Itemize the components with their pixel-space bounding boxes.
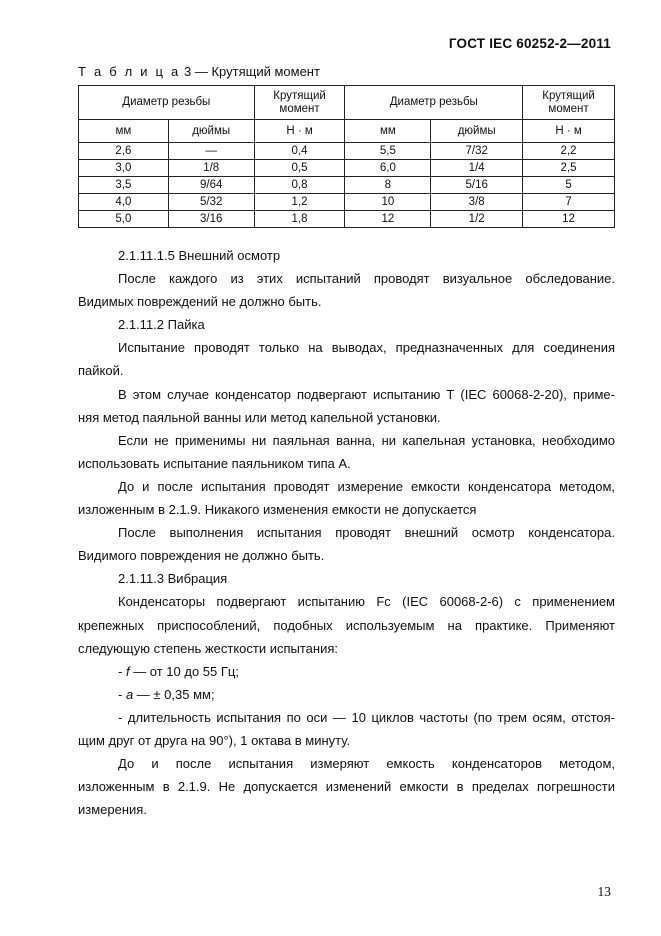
list-text: — ± 0,35 мм; — [133, 686, 215, 702]
header-torque-left: Крутящий момент — [254, 86, 345, 120]
paragraph-line: изложенным в 2.1.9. Никакого изменения емкости не допускается — [78, 502, 477, 518]
table-row — [79, 143, 615, 160]
table-cell: 5/16 — [431, 177, 523, 194]
paragraph-line: крепежных приспособлений, подобных используемым на практике. Применяют — [78, 617, 615, 633]
unit-inches-left: дюймы — [168, 120, 254, 143]
table-row — [79, 177, 615, 194]
list-bullet: - — [118, 663, 126, 679]
table-row — [79, 194, 615, 211]
amplitude-symbol: a — [125, 686, 134, 702]
paragraph-line: щим друг от друга на 90°), 1 октава в минуту. — [78, 732, 351, 748]
document-body — [78, 244, 615, 821]
table-cell: 10 — [345, 194, 431, 211]
table-cell: 9/64 — [168, 177, 254, 194]
table-caption-prefix: Т а б л и ц а — [78, 64, 181, 79]
unit-mm-right: мм — [345, 120, 431, 143]
table-cell: 7/32 — [431, 143, 523, 160]
paragraph-line: После выполнения испытания проводят внешний осмотр конденсатора. — [118, 525, 615, 541]
list-item-amplitude — [78, 683, 615, 706]
list-text: — от 10 до 55 Гц; — [129, 663, 239, 679]
table-cell: 0,8 — [254, 177, 345, 194]
section-heading: 2.1.11.1.5 Внешний осмотр — [118, 248, 281, 263]
paragraph-line: До и после испытания измеряют емкость конденсаторов методом, — [118, 756, 615, 772]
paragraph-line: следующую степень жесткости испытания: — [78, 640, 338, 656]
table-cell: 4,0 — [79, 194, 169, 211]
header-torque-right: Крутящий момент — [523, 86, 615, 120]
table-cell: 12 — [345, 211, 431, 228]
paragraph-line: измерения. — [78, 802, 147, 818]
paragraph-line: использовать испытание паяльником типа А. — [78, 455, 351, 471]
table-cell: 2,6 — [79, 143, 169, 160]
page-number: 13 — [597, 884, 611, 899]
paragraph-line: В этом случае конденсатор подвергают испытанию Т (IEC 60068-2-20), приме- — [118, 386, 615, 402]
table-cell: 2,5 — [523, 160, 615, 177]
list-item-frequency — [78, 660, 615, 683]
table-units-row — [79, 120, 615, 143]
paragraph-line: Конденсаторы подвергают испытанию Fc (IEC 60068-2-6) с применением — [118, 594, 615, 610]
table-cell: 1/8 — [168, 160, 254, 177]
table-caption-title: 3 — Крутящий момент — [180, 64, 320, 79]
table-cell: 0,4 — [254, 143, 345, 160]
section-heading: 2.1.11.3 Вибрация — [118, 571, 228, 587]
table-cell: 5,5 — [345, 143, 431, 160]
unit-nm-right: Н · м — [523, 120, 615, 143]
table-cell: 1,2 — [254, 194, 345, 211]
section-heading: 2.1.11.2 Пайка — [118, 317, 205, 333]
table-cell: 7 — [523, 194, 615, 211]
table-cell: 8 — [345, 177, 431, 194]
table-cell: 3/8 — [431, 194, 523, 211]
unit-mm-left: мм — [79, 120, 169, 143]
table-cell: — — [168, 143, 254, 160]
paragraph-line: изложенным в 2.1.9. Не допускается изменений емкости в пределах погрешности — [78, 779, 615, 795]
document-standard-header: ГОСТ IEC 60252-2—2011 — [448, 36, 611, 51]
torque-table — [78, 85, 615, 228]
list-item-duration: - длительность испытания по оси — 10 циклов частоты (по трем осям, отстоя- — [118, 709, 615, 725]
unit-inches-right: дюймы — [431, 120, 523, 143]
table-cell: 1,8 — [254, 211, 345, 228]
table-cell: 3/16 — [168, 211, 254, 228]
table-cell: 0,5 — [254, 160, 345, 177]
paragraph-line: пайкой. — [78, 363, 124, 379]
table-cell: 5,0 — [79, 211, 169, 228]
paragraph-line: Если не применимы ни паяльная ванна, ни капельная установка, необходимо — [118, 432, 615, 448]
table-caption — [78, 64, 320, 79]
frequency-symbol: f — [125, 663, 130, 679]
paragraph-line: После каждого из этих испытаний проводят визуальное обследование. — [118, 271, 615, 287]
table-row — [79, 211, 615, 228]
header-diameter-right: Диаметр резьбы — [345, 86, 523, 120]
table-row — [79, 160, 615, 177]
paragraph-line: Видимого повреждения не должно быть. — [78, 548, 325, 564]
table-cell: 12 — [523, 211, 615, 228]
table-header-row — [79, 86, 615, 120]
header-diameter-left: Диаметр резьбы — [79, 86, 255, 120]
paragraph-line: Видимых повреждений не должно быть. — [78, 294, 322, 310]
paragraph-line: До и после испытания проводят измерение емкости конденсатора методом, — [118, 478, 615, 494]
paragraph-line: няя метод паяльной ванны или метод капельной установки. — [78, 409, 441, 425]
table-cell: 5/32 — [168, 194, 254, 211]
table-cell: 5 — [523, 177, 615, 194]
table-cell: 3,0 — [79, 160, 169, 177]
unit-nm-left: Н · м — [254, 120, 345, 143]
table-cell: 1/4 — [431, 160, 523, 177]
table-cell: 6,0 — [345, 160, 431, 177]
list-bullet: - — [118, 686, 126, 702]
paragraph-line: Испытание проводят только на выводах, предназначенных для соединения — [118, 340, 615, 356]
table-cell: 1/2 — [431, 211, 523, 228]
table-cell: 3,5 — [79, 177, 169, 194]
table-cell: 2,2 — [523, 143, 615, 160]
